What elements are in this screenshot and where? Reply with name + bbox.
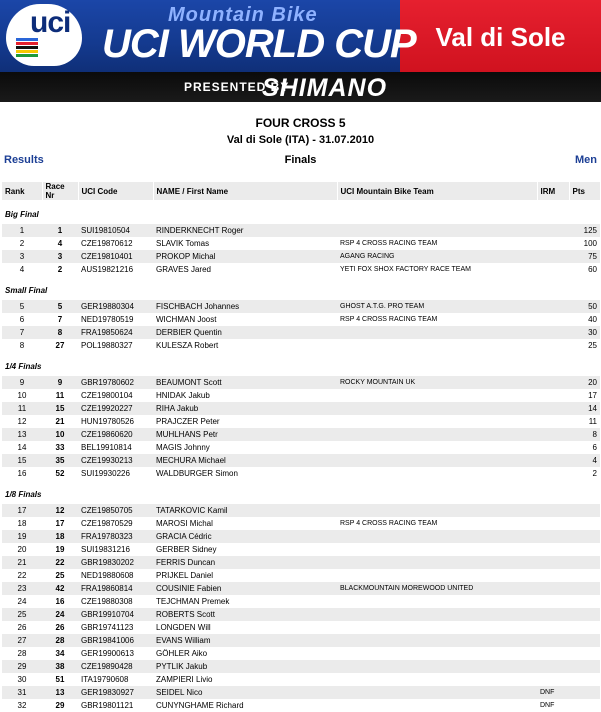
race-nr-cell: 27	[55, 341, 65, 350]
rider-name-cell: PRAJCZER Peter	[156, 417, 220, 426]
table-row	[2, 376, 600, 389]
rank-cell: 15	[2, 454, 42, 467]
points-cell	[569, 608, 600, 621]
irm-cell	[537, 673, 569, 686]
irm-cell	[537, 517, 569, 530]
section-title: 1/8 Finals	[5, 489, 42, 499]
rider-name-cell: RIHA Jakub	[153, 402, 337, 415]
rider-name-cell: CUNYNGHAME Richard	[156, 701, 244, 710]
race-nr-cell: 21	[55, 417, 65, 426]
race-nr-cell: 16	[55, 597, 65, 606]
uci-code-cell: AUS19821216	[81, 265, 134, 274]
team-cell: RSP 4 CROSS RACING TEAM	[340, 520, 438, 527]
uci-code-cell: GBR19841006	[78, 634, 153, 647]
race-nr-cell: 22	[42, 556, 78, 569]
uci-code-cell: ITA19790608	[81, 675, 129, 684]
irm-cell	[537, 467, 569, 480]
team-cell	[337, 467, 537, 480]
irm-cell: DNF	[537, 686, 569, 699]
table-row	[2, 441, 600, 454]
event-title-block	[0, 116, 601, 146]
points-cell	[569, 543, 600, 556]
table-row	[2, 660, 600, 673]
rider-name-cell: PYTLIK Jakub	[153, 660, 337, 673]
points-cell: 4	[569, 454, 600, 467]
team-cell: BLACKMOUNTAIN MOREWOOD UNITED	[337, 582, 537, 595]
race-nr-cell: 4	[57, 239, 63, 248]
event-subtitle: Val di Sole (ITA) - 31.07.2010	[226, 134, 375, 146]
uci-code-cell: HUN19780526	[81, 417, 134, 426]
uci-code-cell: CZE19850705	[78, 504, 153, 517]
rank-cell: 2	[19, 239, 25, 248]
uci-code-cell: SUI19831216	[81, 545, 130, 554]
race-nr-cell: 33	[55, 443, 65, 452]
column-header-pts: Pts	[569, 182, 600, 200]
team-cell	[337, 660, 537, 673]
points-cell	[569, 621, 600, 634]
race-nr-cell: 34	[55, 649, 65, 658]
table-header-row	[2, 182, 600, 200]
table-row	[2, 428, 600, 441]
rank-cell: 17	[2, 504, 42, 517]
rainbow-stripes-icon	[16, 38, 38, 58]
team-cell	[337, 224, 537, 237]
race-nr-cell: 11	[55, 391, 65, 400]
points-cell: 50	[569, 300, 600, 313]
rider-name-cell: MAGIS Johnny	[156, 443, 210, 452]
race-nr-cell: 2	[57, 265, 63, 274]
table-row	[2, 504, 600, 517]
rider-name-cell: GERBER Sidney	[156, 545, 217, 554]
rider-name-cell: SLAVIK Tomas	[156, 239, 210, 248]
uci-code-cell: NED19880608	[81, 571, 134, 580]
team-cell	[337, 647, 537, 660]
points-cell: 2	[592, 469, 597, 478]
rank-cell: 5	[2, 300, 42, 313]
sponsor-logo: SHIMANO	[262, 74, 388, 102]
race-nr-cell: 24	[42, 608, 78, 621]
team-cell: RSP 4 CROSS RACING TEAM	[340, 240, 438, 247]
rank-cell: 31	[2, 686, 42, 699]
points-cell	[569, 647, 600, 660]
race-nr-cell: 38	[42, 660, 78, 673]
team-cell	[337, 634, 537, 647]
uci-code-cell: CZE19890428	[78, 660, 153, 673]
table-row	[2, 250, 600, 263]
rank-cell: 12	[17, 417, 27, 426]
mountain-bike-title: Mountain Bike	[168, 4, 318, 26]
rank-cell: 13	[2, 428, 42, 441]
rank-cell: 10	[17, 391, 27, 400]
table-row	[2, 595, 600, 608]
team-cell	[337, 504, 537, 517]
irm-cell	[537, 237, 569, 250]
uci-code-cell: CZE19870612	[81, 239, 133, 248]
points-cell	[569, 699, 600, 712]
uci-code-cell: GBR19780602	[78, 376, 153, 389]
team-cell	[337, 556, 537, 569]
points-cell	[569, 582, 600, 595]
rider-name-cell: MUHLHANS Petr	[153, 428, 337, 441]
rider-name-cell: EVANS William	[153, 634, 337, 647]
uci-code-cell: POL19880327	[81, 341, 133, 350]
points-cell: 30	[569, 326, 600, 339]
rider-name-cell: GRAVES Jared	[156, 265, 211, 274]
section-header	[2, 200, 600, 224]
section-title: Big Final	[5, 209, 39, 219]
rank-cell: 20	[17, 545, 27, 554]
irm-cell: DNF	[540, 702, 555, 709]
table-row	[2, 543, 600, 556]
table-row	[2, 530, 600, 543]
table-row	[2, 402, 600, 415]
table-row	[2, 263, 600, 276]
rank-cell: 27	[2, 634, 42, 647]
race-nr-cell: 52	[55, 469, 65, 478]
table-row	[2, 582, 600, 595]
table-row	[2, 339, 600, 352]
section-header	[2, 352, 600, 376]
rider-name-cell: MAROSI Michal	[156, 519, 213, 528]
irm-cell	[537, 441, 569, 454]
team-cell: AGANG RACING	[337, 250, 537, 263]
points-cell: 11	[588, 417, 597, 426]
column-header-name: NAME / First Name	[153, 182, 337, 200]
team-cell	[337, 699, 537, 712]
team-cell	[337, 326, 537, 339]
irm-cell	[537, 313, 569, 326]
irm-cell	[537, 263, 569, 276]
points-cell: 75	[569, 250, 600, 263]
irm-cell	[537, 595, 569, 608]
irm-cell	[537, 647, 569, 660]
rider-name-cell: SEIDEL Nico	[153, 686, 337, 699]
team-cell	[337, 441, 537, 454]
irm-cell	[537, 300, 569, 313]
column-header-irm: IRM	[537, 182, 569, 200]
points-cell: 14	[569, 402, 600, 415]
team-cell	[337, 389, 537, 402]
results-body	[2, 200, 600, 712]
event-title: FOUR CROSS 5	[255, 116, 346, 130]
rank-cell: 8	[19, 341, 25, 350]
uci-logo-text: uci	[30, 6, 71, 39]
rider-name-cell: PROKOP Michal	[153, 250, 337, 263]
rank-cell: 18	[17, 519, 27, 528]
points-cell: 8	[569, 428, 600, 441]
table-row	[2, 467, 600, 480]
race-nr-cell: 13	[42, 686, 78, 699]
rider-name-cell: ROBERTS Scott	[153, 608, 337, 621]
irm-cell	[537, 634, 569, 647]
race-nr-cell: 17	[55, 519, 65, 528]
team-cell	[337, 415, 537, 428]
rank-cell: 11	[2, 402, 42, 415]
rank-cell: 30	[17, 675, 27, 684]
rank-cell: 21	[2, 556, 42, 569]
rank-cell: 24	[17, 597, 27, 606]
race-nr-cell: 35	[42, 454, 78, 467]
table-row	[2, 300, 600, 313]
race-nr-cell: 1	[42, 224, 78, 237]
table-row	[2, 556, 600, 569]
points-cell: 60	[588, 265, 597, 274]
uci-code-cell: GBR19741123	[81, 623, 134, 632]
table-row	[2, 647, 600, 660]
uci-code-cell: CZE19800104	[81, 391, 133, 400]
table-row	[2, 389, 600, 402]
rider-name-cell: GRACIA Cédric	[153, 530, 337, 543]
rider-name-cell: WICHMAN Joost	[156, 315, 217, 324]
team-cell	[337, 339, 537, 352]
table-row	[2, 673, 600, 686]
team-cell: GHOST A.T.G. PRO TEAM	[337, 300, 537, 313]
section-header	[2, 480, 600, 504]
team-cell	[337, 428, 537, 441]
rider-name-cell: LONGDEN Will	[156, 623, 211, 632]
race-nr-cell: 28	[42, 634, 78, 647]
points-cell	[569, 673, 600, 686]
race-nr-cell: 29	[55, 701, 65, 710]
points-cell	[569, 517, 600, 530]
column-header-team: UCI Mountain Bike Team	[337, 182, 537, 200]
rider-name-cell: HNIDAK Jakub	[156, 391, 210, 400]
race-nr-cell: 3	[42, 250, 78, 263]
irm-cell	[537, 660, 569, 673]
section-title: Small Final	[5, 285, 48, 295]
team-cell	[337, 454, 537, 467]
uci-code-cell: CZE19870529	[81, 519, 133, 528]
uci-code-cell: GER19900613	[81, 649, 134, 658]
rank-cell: 32	[17, 701, 27, 710]
points-cell: 20	[569, 376, 600, 389]
uci-code-cell: GBR19801121	[81, 701, 134, 710]
points-cell	[569, 530, 600, 543]
team-cell	[337, 673, 537, 686]
column-header-race-nr: Race Nr	[42, 182, 78, 200]
team-cell: YETI FOX SHOX FACTORY RACE TEAM	[340, 266, 471, 273]
table-row	[2, 313, 600, 326]
rank-cell: 29	[2, 660, 42, 673]
team-cell	[337, 621, 537, 634]
table-row	[2, 454, 600, 467]
irm-cell	[537, 621, 569, 634]
uci-code-cell: NED19780519	[81, 315, 134, 324]
rank-cell: 3	[2, 250, 42, 263]
uci-code-cell: BEL19910814	[81, 443, 132, 452]
team-cell	[337, 569, 537, 582]
race-nr-cell: 26	[55, 623, 65, 632]
rank-cell: 22	[17, 571, 27, 580]
category-label: Men	[575, 154, 597, 166]
irm-cell	[537, 402, 569, 415]
points-cell	[569, 595, 600, 608]
rank-cell: 9	[2, 376, 42, 389]
irm-cell	[537, 389, 569, 402]
race-nr-cell: 7	[57, 315, 63, 324]
table-row	[2, 686, 600, 699]
rider-name-cell: FERRIS Duncan	[153, 556, 337, 569]
table-row	[2, 224, 600, 237]
table-row	[2, 699, 600, 712]
team-cell	[337, 530, 537, 543]
irm-cell	[537, 582, 569, 595]
table-row	[2, 517, 600, 530]
uci-code-cell: GBR19830202	[78, 556, 153, 569]
rider-name-cell: COUSINIE Fabien	[153, 582, 337, 595]
irm-cell	[537, 543, 569, 556]
rank-cell: 26	[17, 623, 27, 632]
results-info-row	[0, 152, 601, 174]
rider-name-cell: FISCHBACH Johannes	[153, 300, 337, 313]
uci-code-cell: SUI19930226	[81, 469, 130, 478]
uci-code-cell: GBR19910704	[78, 608, 153, 621]
points-cell	[569, 660, 600, 673]
irm-cell	[537, 608, 569, 621]
points-cell: 40	[588, 315, 597, 324]
uci-code-cell: CZE19810401	[78, 250, 153, 263]
irm-cell	[537, 415, 569, 428]
stage-label: Finals	[284, 154, 317, 166]
table-row	[2, 237, 600, 250]
uci-code-cell: FRA19860814	[78, 582, 153, 595]
header-banner	[0, 0, 601, 102]
race-nr-cell: 9	[42, 376, 78, 389]
rider-name-cell: KULESZA Robert	[156, 341, 219, 350]
irm-cell	[537, 530, 569, 543]
points-cell: 6	[592, 443, 597, 452]
rider-name-cell: TEJCHMAN Premek	[156, 597, 230, 606]
rank-cell: 4	[19, 265, 25, 274]
table-row	[2, 415, 600, 428]
results-table	[2, 182, 601, 712]
team-cell	[337, 595, 537, 608]
rank-cell: 16	[17, 469, 27, 478]
table-row	[2, 326, 600, 339]
team-cell	[337, 686, 537, 699]
column-header-uci-code: UCI Code	[78, 182, 153, 200]
rider-name-cell: TATARKOVIC Kamil	[153, 504, 337, 517]
uci-code-cell: CZE19930213	[78, 454, 153, 467]
uci-code-cell: GER19880304	[78, 300, 153, 313]
rider-name-cell: MECHURA Michael	[153, 454, 337, 467]
rank-cell: 1	[2, 224, 42, 237]
rider-name-cell: RINDERKNECHT Roger	[153, 224, 337, 237]
rider-name-cell: WALDBURGER Simon	[156, 469, 238, 478]
rider-name-cell: ZAMPIERI Livio	[156, 675, 213, 684]
irm-cell	[537, 326, 569, 339]
race-nr-cell: 5	[42, 300, 78, 313]
rank-cell: 28	[17, 649, 27, 658]
team-cell: ROCKY MOUNTAIN UK	[337, 376, 537, 389]
irm-cell	[537, 454, 569, 467]
world-cup-title: UCI WORLD CUP	[102, 22, 416, 66]
race-nr-cell: 25	[55, 571, 65, 580]
table-row	[2, 621, 600, 634]
race-nr-cell: 15	[42, 402, 78, 415]
rider-name-cell: DERBIER Quentin	[153, 326, 337, 339]
points-cell	[569, 686, 600, 699]
uci-code-cell: GER19830927	[78, 686, 153, 699]
irm-cell	[537, 569, 569, 582]
irm-cell	[537, 224, 569, 237]
team-cell: RSP 4 CROSS RACING TEAM	[340, 316, 438, 323]
irm-cell	[537, 504, 569, 517]
rank-cell: 25	[2, 608, 42, 621]
points-cell	[569, 504, 600, 517]
uci-code-cell: CZE19920227	[78, 402, 153, 415]
table-row	[2, 608, 600, 621]
uci-code-cell: SUI19810504	[78, 224, 153, 237]
table-row	[2, 569, 600, 582]
race-nr-cell: 10	[42, 428, 78, 441]
points-cell	[569, 556, 600, 569]
uci-logo	[6, 4, 82, 66]
points-cell: 125	[569, 224, 600, 237]
rank-cell: 14	[17, 443, 27, 452]
race-nr-cell: 12	[42, 504, 78, 517]
rider-name-cell: BEAUMONT Scott	[153, 376, 337, 389]
irm-cell	[537, 376, 569, 389]
race-nr-cell: 8	[42, 326, 78, 339]
irm-cell	[537, 339, 569, 352]
venue-title: Val di Sole	[435, 22, 566, 52]
uci-code-cell: CZE19860620	[78, 428, 153, 441]
rider-name-cell: GÖHLER Aiko	[156, 649, 208, 658]
team-cell	[337, 543, 537, 556]
uci-code-cell: FRA19780323	[78, 530, 153, 543]
section-title: 1/4 Finals	[5, 361, 42, 371]
race-nr-cell: 18	[42, 530, 78, 543]
uci-code-cell: CZE19880308	[81, 597, 133, 606]
column-header-rank: Rank	[2, 182, 42, 200]
team-cell	[337, 402, 537, 415]
rank-cell: 6	[19, 315, 25, 324]
presented-by-label: PRESENTED BY	[184, 80, 290, 94]
irm-cell	[537, 556, 569, 569]
irm-cell	[537, 250, 569, 263]
points-cell: 17	[588, 391, 597, 400]
team-cell	[337, 608, 537, 621]
results-label: Results	[4, 154, 44, 166]
race-nr-cell: 19	[55, 545, 65, 554]
points-cell: 25	[588, 341, 597, 350]
race-nr-cell: 42	[42, 582, 78, 595]
uci-code-cell: FRA19850624	[78, 326, 153, 339]
rank-cell: 23	[2, 582, 42, 595]
points-cell	[569, 569, 600, 582]
rider-name-cell: PRIJKEL Daniel	[156, 571, 214, 580]
section-header	[2, 276, 600, 300]
rank-cell: 19	[2, 530, 42, 543]
points-cell	[569, 634, 600, 647]
rank-cell: 7	[2, 326, 42, 339]
irm-cell	[537, 428, 569, 441]
table-row	[2, 634, 600, 647]
race-nr-cell: 51	[55, 675, 65, 684]
points-cell: 100	[583, 239, 597, 248]
